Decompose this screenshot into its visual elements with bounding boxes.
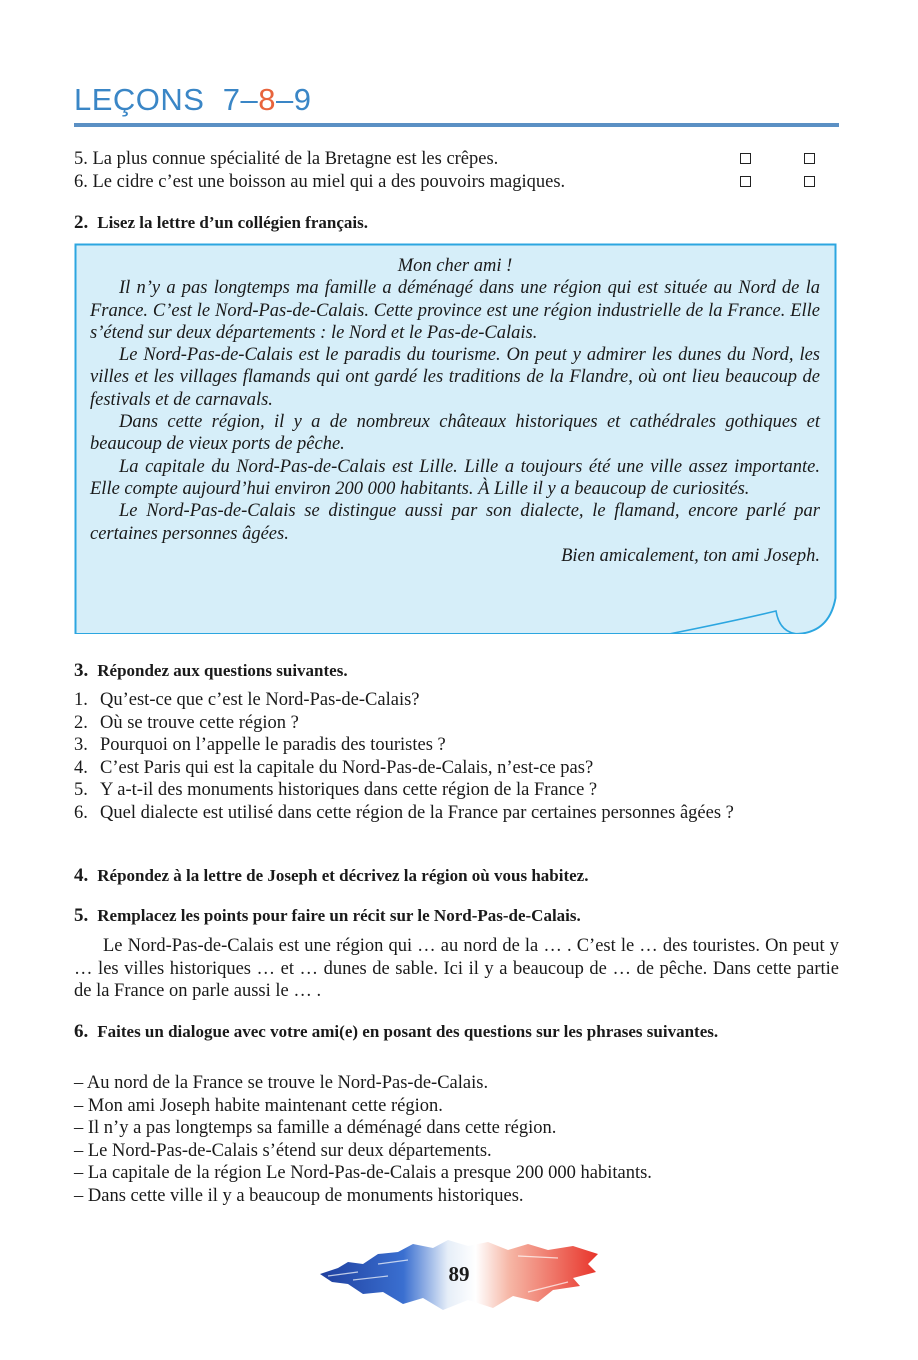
letter-greeting: Mon cher ami ! (397, 256, 513, 276)
list-item: – Mon ami Joseph habite maintenant cette région. (74, 1095, 443, 1116)
list-item: – Il n’y a pas longtemps sa famille a déménagé dans cette région. (74, 1118, 557, 1138)
question-list (74, 689, 839, 824)
question-text: Y a-t-il des monuments historiques dans cette région de la France ? (100, 780, 598, 800)
faux-checkbox[interactable] (804, 153, 815, 164)
exercise-number: 6. (74, 1021, 89, 1042)
list-item (74, 712, 839, 735)
lesson-header (74, 82, 311, 118)
tf-item-text: 5. La plus connue spécialité de la Bretagne est les crêpes. (74, 149, 499, 169)
vrai-checkbox[interactable] (740, 176, 751, 187)
exercise-number: 4. (74, 865, 89, 886)
list-item: – Dans cette ville il y a beaucoup de monuments historiques. (74, 1185, 524, 1206)
letter-paragraph: Le Nord-Pas-de-Calais se distingue aussi par son dialecte, le flamand, encore parlé par certaines personnes âgées. (90, 501, 820, 544)
exercise-instruction: Faites un dialogue avec votre ami(e) en posant des questions sur les phrases suivantes. (97, 1022, 719, 1041)
exercise-3-title (74, 660, 348, 682)
tf-item-text: 6. Le cidre c’est une boisson au miel qui a des pouvoirs magiques. (74, 172, 566, 192)
question-number: 6. (74, 802, 88, 823)
letter-paragraph: Le Nord-Pas-de-Calais est le paradis du tourisme. On peut y admirer les dunes du Nord, les villes et les villages flamands qui ont gardé les traditions de la Flandre, où ont lieu beaucoup de festivals et de carnavals. (90, 345, 820, 410)
list-item (74, 689, 839, 712)
list-item: – Le Nord-Pas-de-Calais s’étend sur deux départements. (74, 1140, 492, 1161)
question-number: 1. (74, 690, 88, 710)
page-number: 89 (448, 1262, 470, 1286)
exercise-instruction: Lisez la lettre d’un collégien français. (97, 213, 368, 232)
question-text: Pourquoi on l’appelle le paradis des touristes ? (100, 735, 446, 755)
question-text: Où se trouve cette région ? (100, 712, 299, 733)
exercise-number: 3. (74, 660, 89, 681)
vrai-checkbox[interactable] (740, 153, 751, 164)
list-item (74, 757, 839, 780)
list-item (74, 802, 839, 825)
letter-signature: Bien amicalement, ton ami Joseph. (561, 545, 820, 566)
header-rule (74, 123, 839, 127)
exercise-number: 2. (74, 212, 89, 233)
question-number: 5. (74, 780, 88, 800)
exercise-instruction: Répondez aux questions suivantes. (97, 661, 348, 680)
letter-paragraph: Dans cette région, il y a de nombreux châteaux historiques et cathédrales gothiques et beaucoup de vieux ports de pêche. (90, 412, 820, 455)
faux-checkbox[interactable] (804, 176, 815, 187)
exercise-instruction: Remplacez les points pour faire un récit sur le Nord-Pas-de-Calais. (97, 906, 581, 925)
exercise-2-title (74, 212, 368, 234)
letter-paragraph: La capitale du Nord-Pas-de-Calais est Lille. Lille a toujours été une ville assez importante. Elle compte aujourd’hui environ 200 000 habitants. À Lille il y a beaucoup de curiosités. (90, 456, 820, 499)
list-item: – Au nord de la France se trouve le Nord-Pas-de-Calais. (74, 1073, 489, 1093)
tf-item (74, 148, 839, 170)
list-item (74, 779, 839, 802)
question-text: C’est Paris qui est la capitale du Nord-Pas-de-Calais, n’est-ce pas? (100, 757, 594, 778)
letter-text (90, 255, 820, 567)
lesson-header-prefix: LEÇONS 7– (74, 82, 259, 117)
tf-item (74, 171, 839, 193)
list-item (74, 734, 839, 757)
exercise-6-title (74, 1021, 839, 1042)
question-number: 3. (74, 735, 88, 755)
fill-in-text: Le Nord-Pas-de-Calais est une région qui … au nord de la … . C’est le … des touristes. On peut y … les villes historiques … et … dunes de sable. Ici il y a beaucoup de … de pêche. Dans cette partie de la France on parle aussi le … . (74, 936, 839, 1001)
lesson-header-suffix: –9 (275, 82, 312, 117)
exercise-5-title (74, 905, 581, 927)
list-item: – La capitale de la région Le Nord-Pas-de-Calais a presque 200 000 habitants. (74, 1163, 652, 1183)
question-text: Quel dialecte est utilisé dans cette région de la France par certaines personnes âgées ? (100, 802, 734, 823)
dialogue-list (74, 1072, 839, 1207)
letter-paragraph: Il n’y a pas longtemps ma famille a déménagé dans une région qui est située au Nord de la France. C’est le Nord-Pas-de-Calais. Cette province est une région industrielle de la France. Elle s’étend sur deux départements : le Nord et le Pas-de-Calais. (90, 278, 820, 343)
letter-box (74, 243, 837, 634)
question-number: 2. (74, 712, 88, 733)
question-number: 4. (74, 757, 88, 778)
exercise-number: 5. (74, 905, 89, 926)
lesson-header-current: 8 (258, 82, 276, 117)
exercise-instruction: Répondez à la lettre de Joseph et décrivez la région où vous habitez. (97, 866, 589, 885)
exercise-4-title (74, 865, 588, 887)
question-text: Qu’est-ce que c’est le Nord-Pas-de-Calais? (100, 690, 420, 710)
